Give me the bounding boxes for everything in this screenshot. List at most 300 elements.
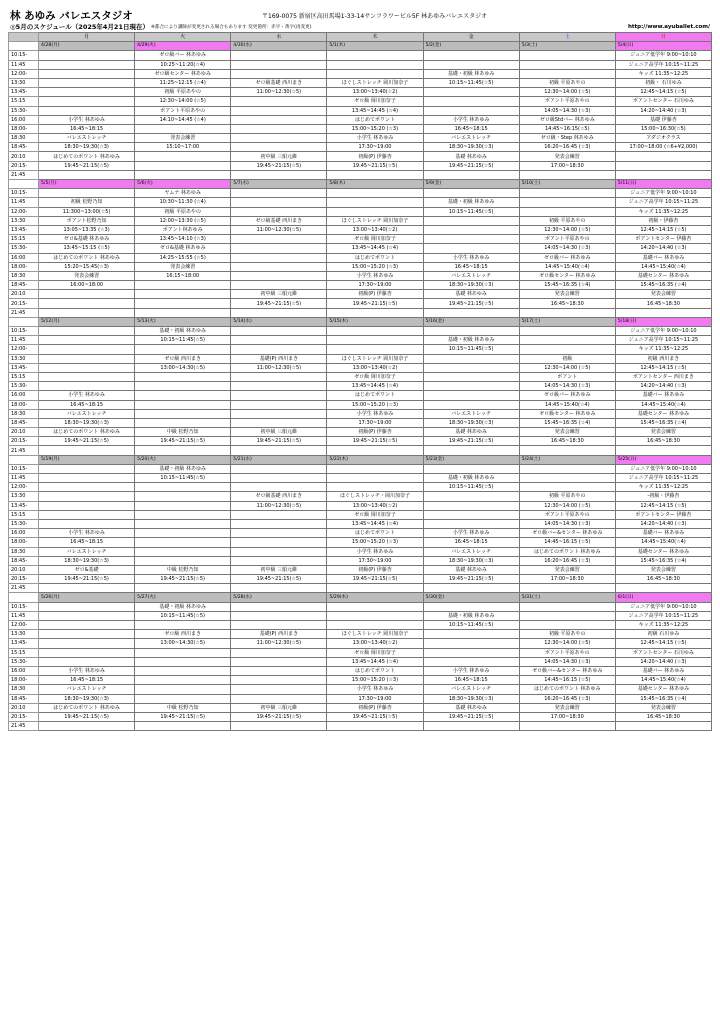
time-label: 20:15- bbox=[9, 299, 39, 308]
class-cell-fri bbox=[423, 235, 519, 244]
class-cell-sat bbox=[519, 621, 615, 630]
class-cell-tue: 発表会練習 bbox=[135, 262, 231, 271]
class-cell-fri: 10:15~11:45(☆5) bbox=[423, 621, 519, 630]
date-cell-fri: 5/2(金) bbox=[423, 42, 519, 51]
class-cell-sat: 17:00~18:30 bbox=[519, 575, 615, 584]
date-cell-thu: 5/29(木) bbox=[327, 593, 423, 602]
class-cell-sun: ポアントセンター 伊藤杏 bbox=[615, 510, 711, 519]
class-cell-sat: はじめてのポワント 林あゆみ bbox=[519, 685, 615, 694]
time-slot-row bbox=[9, 657, 712, 666]
class-cell-sat bbox=[519, 345, 615, 354]
time-label: 15:15 bbox=[9, 510, 39, 519]
date-cell-mon: 5/12(月) bbox=[39, 317, 135, 326]
class-cell-wed bbox=[231, 115, 327, 124]
class-cell-wed bbox=[231, 391, 327, 400]
time-slot-row bbox=[9, 189, 712, 198]
class-cell-sun bbox=[615, 308, 711, 317]
class-cell-thu: 15:00~15:20 (☆3) bbox=[327, 262, 423, 271]
class-cell-fri: 基礎・初級 林あゆみ bbox=[423, 198, 519, 207]
class-cell-mon: 小学生 林あゆみ bbox=[39, 115, 135, 124]
date-cell-sun: 5/18(日) bbox=[615, 317, 711, 326]
class-cell-thu bbox=[327, 336, 423, 345]
date-cell-thu: 5/22(木) bbox=[327, 455, 423, 464]
time-slot-row bbox=[9, 60, 712, 69]
class-cell-thu bbox=[327, 170, 423, 179]
class-cell-sat: 12:30~14:00 (☆5) bbox=[519, 225, 615, 234]
class-cell-thu: 小学生 林あゆみ bbox=[327, 134, 423, 143]
class-cell-fri bbox=[423, 648, 519, 657]
class-cell-tue: 11:25~12:15 (☆4) bbox=[135, 78, 231, 87]
date-cell-sun: 5/11(日) bbox=[615, 180, 711, 189]
class-cell-fri: バレエストレッチ bbox=[423, 409, 519, 418]
class-cell-tue: 初級 平原あやの bbox=[135, 88, 231, 97]
class-cell-thu: 19:45~21:15(☆5) bbox=[327, 575, 423, 584]
class-cell-fri bbox=[423, 308, 519, 317]
class-cell-tue: 13:00~14:30(☆5) bbox=[135, 639, 231, 648]
time-label: 13:45- bbox=[9, 639, 39, 648]
class-cell-fri: 18:30~19:30(☆3) bbox=[423, 143, 519, 152]
class-cell-sun: 14:45~15:40(☆4) bbox=[615, 400, 711, 409]
class-cell-mon bbox=[39, 327, 135, 336]
class-cell-thu: 初級(P) 伊藤杏 bbox=[327, 565, 423, 574]
class-cell-thu bbox=[327, 51, 423, 60]
time-label: 15:30- bbox=[9, 519, 39, 528]
date-cell-sun: 6/1(日) bbox=[615, 593, 711, 602]
time-label: 15:30- bbox=[9, 244, 39, 253]
class-cell-sat: 15:45~16:35 (☆4) bbox=[519, 418, 615, 427]
class-cell-sat bbox=[519, 446, 615, 455]
class-cell-fri: 19:45~21:15(☆5) bbox=[423, 161, 519, 170]
class-cell-tue: 12:30~14:00 (☆5) bbox=[135, 97, 231, 106]
class-cell-wed bbox=[231, 189, 327, 198]
class-cell-tue bbox=[135, 510, 231, 519]
class-cell-sun: 初級・伊藤杏 bbox=[615, 216, 711, 225]
class-cell-thu bbox=[327, 308, 423, 317]
date-cell-sat: 5/10(土) bbox=[519, 180, 615, 189]
time-label: 16:00 bbox=[9, 529, 39, 538]
class-cell-thu: 19:45~21:15(☆5) bbox=[327, 437, 423, 446]
class-cell-mon bbox=[39, 602, 135, 611]
class-cell-tue: ゼロ級バー 林あゆみ bbox=[135, 51, 231, 60]
studio-address: 〒169-0075 新宿区高田馬場1-33-14サンフラワービル5F 林あゆみバレエスタジオ bbox=[262, 13, 488, 20]
time-slot-row bbox=[9, 336, 712, 345]
date-cell-sun: 5/4(日) bbox=[615, 42, 711, 51]
class-cell-tue: 中級 松野乃知 bbox=[135, 565, 231, 574]
class-cell-tue: ゼロ級 西川まき bbox=[135, 354, 231, 363]
class-cell-wed bbox=[231, 400, 327, 409]
class-cell-sun bbox=[615, 161, 711, 170]
class-cell-sun: 基礎センター 林あゆみ bbox=[615, 685, 711, 694]
class-cell-thu: 15:00~15:20 (☆3) bbox=[327, 676, 423, 685]
class-cell-sat bbox=[519, 308, 615, 317]
class-cell-mon bbox=[39, 51, 135, 60]
class-cell-fri: 10:15~11:45(☆5) bbox=[423, 78, 519, 87]
class-cell-thu: 13:00~13:40(☆2) bbox=[327, 501, 423, 510]
time-slot-row bbox=[9, 216, 712, 225]
class-cell-fri bbox=[423, 464, 519, 473]
time-slot-row bbox=[9, 611, 712, 620]
class-cell-fri bbox=[423, 722, 519, 731]
class-cell-wed: 初中級 三船元維 bbox=[231, 428, 327, 437]
time-label: 18:30 bbox=[9, 685, 39, 694]
class-cell-sat: 16:45~18:30 bbox=[519, 437, 615, 446]
class-cell-tue: 基礎・初級 林あゆみ bbox=[135, 327, 231, 336]
class-cell-fri: 10:15~11:45(☆5) bbox=[423, 207, 519, 216]
class-cell-tue bbox=[135, 308, 231, 317]
class-cell-tue bbox=[135, 299, 231, 308]
class-cell-fri: 小学生 林あゆみ bbox=[423, 115, 519, 124]
class-cell-wed bbox=[231, 602, 327, 611]
class-cell-thu: 初級(P) 伊藤杏 bbox=[327, 152, 423, 161]
class-cell-wed bbox=[231, 474, 327, 483]
class-cell-mon bbox=[39, 519, 135, 528]
class-cell-sat: ポアント平原あやの bbox=[519, 510, 615, 519]
class-cell-tue bbox=[135, 492, 231, 501]
class-cell-tue bbox=[135, 538, 231, 547]
time-label: 15:15 bbox=[9, 372, 39, 381]
time-label: 10:15- bbox=[9, 464, 39, 473]
class-cell-tue bbox=[135, 290, 231, 299]
class-cell-wed: 11:00~12:30(☆5) bbox=[231, 639, 327, 648]
time-slot-row bbox=[9, 327, 712, 336]
class-cell-thu bbox=[327, 464, 423, 473]
time-slot-row bbox=[9, 492, 712, 501]
class-cell-tue: ポアント平原あやの bbox=[135, 106, 231, 115]
class-cell-sat bbox=[519, 327, 615, 336]
class-cell-fri: 基礎 林あゆみ bbox=[423, 565, 519, 574]
class-cell-sat: 12:30~14:00 (☆5) bbox=[519, 501, 615, 510]
class-cell-wed bbox=[231, 685, 327, 694]
class-cell-sun: 基礎センター 林あゆみ bbox=[615, 409, 711, 418]
class-cell-wed: 19:45~21:15(☆5) bbox=[231, 437, 327, 446]
class-cell-thu bbox=[327, 483, 423, 492]
time-label: 21:45 bbox=[9, 722, 39, 731]
class-cell-fri bbox=[423, 492, 519, 501]
class-cell-thu: ほぐしストレッチ 岡川加奈子 bbox=[327, 354, 423, 363]
class-cell-sun: 16:45~18:30 bbox=[615, 712, 711, 721]
class-cell-tue bbox=[135, 676, 231, 685]
class-cell-wed bbox=[231, 198, 327, 207]
class-cell-wed: 19:45~21:15(☆5) bbox=[231, 575, 327, 584]
class-cell-mon: 小学生 林あゆみ bbox=[39, 529, 135, 538]
class-cell-tue: 基礎・初級 林あゆみ bbox=[135, 464, 231, 473]
class-cell-sun: 発表会練習 bbox=[615, 428, 711, 437]
class-cell-fri bbox=[423, 216, 519, 225]
time-label: 13:45- bbox=[9, 225, 39, 234]
time-slot-row bbox=[9, 106, 712, 115]
class-cell-wed: 初中級 三船元維 bbox=[231, 703, 327, 712]
class-cell-thu bbox=[327, 446, 423, 455]
class-cell-fri: バレエストレッチ bbox=[423, 271, 519, 280]
class-cell-wed bbox=[231, 207, 327, 216]
date-cell-tue: 4/29(火) bbox=[135, 42, 231, 51]
class-cell-mon bbox=[39, 299, 135, 308]
week-corner-cell bbox=[9, 42, 39, 51]
time-label: 11:45 bbox=[9, 474, 39, 483]
class-cell-sun: アダジオクラス bbox=[615, 134, 711, 143]
class-cell-sat bbox=[519, 69, 615, 78]
class-cell-wed bbox=[231, 327, 327, 336]
time-slot-row bbox=[9, 78, 712, 87]
time-slot-row bbox=[9, 722, 712, 731]
class-cell-sun: 基礎バー 林あゆみ bbox=[615, 666, 711, 675]
class-cell-wed: 11:00~12:30(☆5) bbox=[231, 225, 327, 234]
class-cell-tue bbox=[135, 124, 231, 133]
class-cell-mon bbox=[39, 97, 135, 106]
time-label: 18:45- bbox=[9, 418, 39, 427]
class-cell-sun: 14:20~14:40 (☆3) bbox=[615, 657, 711, 666]
class-cell-tue bbox=[135, 722, 231, 731]
class-cell-wed bbox=[231, 547, 327, 556]
time-slot-row bbox=[9, 372, 712, 381]
class-cell-thu: 13:00~13:40(☆2) bbox=[327, 225, 423, 234]
time-slot-row bbox=[9, 345, 712, 354]
class-cell-wed bbox=[231, 556, 327, 565]
class-cell-thu: はじめてポワント bbox=[327, 666, 423, 675]
class-cell-fri: バレエストレッチ bbox=[423, 685, 519, 694]
class-cell-tue: 16:15~18:00 bbox=[135, 271, 231, 280]
date-cell-wed: 5/14(水) bbox=[231, 317, 327, 326]
time-label: 12:00- bbox=[9, 69, 39, 78]
class-cell-sun: 16:45~18:30 bbox=[615, 299, 711, 308]
time-label: 15:15 bbox=[9, 648, 39, 657]
time-label: 10:15- bbox=[9, 327, 39, 336]
class-cell-mon: 16:45~18:15 bbox=[39, 676, 135, 685]
time-slot-row bbox=[9, 712, 712, 721]
class-cell-thu: 15:00~15:20 (☆3) bbox=[327, 124, 423, 133]
class-cell-fri: 19:45~21:15(☆5) bbox=[423, 299, 519, 308]
class-cell-sat: ポアント平原あやの bbox=[519, 235, 615, 244]
time-slot-row bbox=[9, 97, 712, 106]
class-cell-sun: ポアントセンター 石川ゆみ bbox=[615, 97, 711, 106]
class-cell-fri: 18:30~19:30(☆3) bbox=[423, 694, 519, 703]
class-cell-fri bbox=[423, 327, 519, 336]
time-label: 18:45- bbox=[9, 143, 39, 152]
class-cell-tue: ポアント林あゆみ bbox=[135, 225, 231, 234]
class-cell-wed: 基礎(P) 西川まき bbox=[231, 354, 327, 363]
time-label: 15:30- bbox=[9, 657, 39, 666]
class-cell-sat: 16:20~16:45 (☆3) bbox=[519, 556, 615, 565]
time-slot-row bbox=[9, 639, 712, 648]
time-slot-row bbox=[9, 510, 712, 519]
time-slot-row bbox=[9, 115, 712, 124]
class-cell-mon bbox=[39, 621, 135, 630]
class-cell-sat: 14:05~14:30 (☆3) bbox=[519, 106, 615, 115]
class-cell-mon bbox=[39, 446, 135, 455]
time-label: 10:15- bbox=[9, 51, 39, 60]
class-cell-tue: 12:00~13:30 (☆5) bbox=[135, 216, 231, 225]
time-slot-row bbox=[9, 299, 712, 308]
class-cell-fri: 19:45~21:15(☆5) bbox=[423, 575, 519, 584]
class-cell-tue bbox=[135, 584, 231, 593]
class-cell-sat bbox=[519, 602, 615, 611]
class-cell-sun: -初級・伊藤杏 bbox=[615, 492, 711, 501]
class-cell-mon: 19:45~21:15(☆5) bbox=[39, 712, 135, 721]
time-label: 13:45- bbox=[9, 501, 39, 510]
class-cell-fri bbox=[423, 584, 519, 593]
date-cell-sat: 5/31(土) bbox=[519, 593, 615, 602]
time-label: 21:45 bbox=[9, 584, 39, 593]
class-cell-tue: 10:15~11:45(☆5) bbox=[135, 336, 231, 345]
class-cell-fri: 16:45~18:15 bbox=[423, 538, 519, 547]
class-cell-sun: 12:45~14:15 (☆5) bbox=[615, 88, 711, 97]
time-slot-row bbox=[9, 676, 712, 685]
date-cell-wed: 4/30(水) bbox=[231, 42, 327, 51]
class-cell-wed bbox=[231, 281, 327, 290]
time-slot-row bbox=[9, 602, 712, 611]
class-cell-mon: はじめてのポワント 林あゆみ bbox=[39, 152, 135, 161]
time-label: 13:30 bbox=[9, 78, 39, 87]
time-slot-row bbox=[9, 391, 712, 400]
class-cell-tue: 発表会練習 bbox=[135, 134, 231, 143]
class-cell-mon bbox=[39, 492, 135, 501]
time-slot-row bbox=[9, 308, 712, 317]
class-cell-wed bbox=[231, 124, 327, 133]
date-cell-sun: 5/25(日) bbox=[615, 455, 711, 464]
class-cell-wed bbox=[231, 170, 327, 179]
time-slot-row bbox=[9, 437, 712, 446]
class-cell-thu: 小学生 林あゆみ bbox=[327, 685, 423, 694]
class-cell-fri: 10:15~11:45(☆5) bbox=[423, 483, 519, 492]
class-cell-mon: 初級 松野乃知 bbox=[39, 198, 135, 207]
day-name-sun: 日 bbox=[615, 33, 711, 42]
class-cell-tue: 10:30~11:30 (☆4) bbox=[135, 198, 231, 207]
class-cell-sun: 14:45~15:40(☆4) bbox=[615, 262, 711, 271]
time-label: 11:45 bbox=[9, 336, 39, 345]
class-cell-sat: ポアント bbox=[519, 372, 615, 381]
class-cell-thu: はじめてポワント bbox=[327, 391, 423, 400]
date-cell-tue: 5/20(火) bbox=[135, 455, 231, 464]
class-cell-wed bbox=[231, 611, 327, 620]
class-cell-sun: 基礎バー 林あゆみ bbox=[615, 529, 711, 538]
class-cell-sat: 発表会練習 bbox=[519, 290, 615, 299]
class-cell-wed: 初中級 三船元維 bbox=[231, 152, 327, 161]
class-cell-wed bbox=[231, 694, 327, 703]
class-cell-sun: 17:00~18:00 (☆6+¥2,000) bbox=[615, 143, 711, 152]
class-cell-thu bbox=[327, 584, 423, 593]
class-cell-sat: 12:30~14:00 (☆5) bbox=[519, 88, 615, 97]
class-cell-mon: 発表会練習 bbox=[39, 271, 135, 280]
class-cell-mon bbox=[39, 483, 135, 492]
class-cell-mon bbox=[39, 722, 135, 731]
class-cell-sat: ゼロ級センター 林あゆみ bbox=[519, 271, 615, 280]
class-cell-sun: 14:45~15:40(☆4) bbox=[615, 538, 711, 547]
date-cell-mon: 5/26(月) bbox=[39, 593, 135, 602]
class-cell-wed bbox=[231, 538, 327, 547]
time-slot-row bbox=[9, 575, 712, 584]
class-cell-sun: ジュニア低学年 9:00~10:10 bbox=[615, 602, 711, 611]
time-slot-row bbox=[9, 464, 712, 473]
class-cell-mon bbox=[39, 657, 135, 666]
time-label: 13:30 bbox=[9, 492, 39, 501]
class-cell-fri bbox=[423, 372, 519, 381]
class-cell-sun: ジュニア高学年 10:15~11:25 bbox=[615, 60, 711, 69]
class-cell-sat bbox=[519, 198, 615, 207]
class-cell-mon: 小学生 林あゆみ bbox=[39, 666, 135, 675]
class-cell-mon: 19:45~21:15(☆5) bbox=[39, 161, 135, 170]
time-slot-row bbox=[9, 281, 712, 290]
date-cell-sat: 5/3(土) bbox=[519, 42, 615, 51]
time-label: 13:30 bbox=[9, 630, 39, 639]
time-slot-row bbox=[9, 428, 712, 437]
class-cell-thu bbox=[327, 69, 423, 78]
class-cell-tue bbox=[135, 685, 231, 694]
time-label: 20:10 bbox=[9, 703, 39, 712]
class-cell-tue bbox=[135, 409, 231, 418]
date-cell-sat: 5/17(土) bbox=[519, 317, 615, 326]
class-cell-tue: ヤムナ 林あゆみ bbox=[135, 189, 231, 198]
time-slot-row bbox=[9, 483, 712, 492]
class-cell-fri: 18:30~19:30(☆3) bbox=[423, 281, 519, 290]
class-cell-wed bbox=[231, 648, 327, 657]
class-cell-mon: ゼロ&基礎 林あゆみ bbox=[39, 235, 135, 244]
class-cell-mon bbox=[39, 584, 135, 593]
class-cell-thu bbox=[327, 327, 423, 336]
date-cell-fri: 5/23(金) bbox=[423, 455, 519, 464]
class-cell-fri bbox=[423, 382, 519, 391]
class-cell-mon: 小学生 林あゆみ bbox=[39, 391, 135, 400]
class-cell-sun: キッズ 11:35~12:25 bbox=[615, 483, 711, 492]
class-cell-mon: バレエストレッチ bbox=[39, 685, 135, 694]
class-cell-sun: ジュニア高学年 10:15~11:25 bbox=[615, 474, 711, 483]
time-slot-row bbox=[9, 648, 712, 657]
week-corner-cell bbox=[9, 455, 39, 464]
class-cell-tue bbox=[135, 382, 231, 391]
class-cell-tue: 15:10~17:00 bbox=[135, 143, 231, 152]
class-cell-thu: 15:00~15:20 (☆3) bbox=[327, 538, 423, 547]
class-cell-fri bbox=[423, 657, 519, 666]
class-cell-wed: 11:00~12:30(☆5) bbox=[231, 363, 327, 372]
class-cell-wed bbox=[231, 382, 327, 391]
class-cell-sun: 15:00~16:30(☆5) bbox=[615, 124, 711, 133]
class-cell-sun: 14:45~15:40(☆4) bbox=[615, 676, 711, 685]
date-cell-mon: 5/5(月) bbox=[39, 180, 135, 189]
studio-url[interactable]: http://www.ayuballet.com/ bbox=[628, 24, 710, 30]
time-slot-row bbox=[9, 666, 712, 675]
class-cell-tue: 19:45~21:15(☆5) bbox=[135, 437, 231, 446]
class-cell-tue bbox=[135, 657, 231, 666]
time-slot-row bbox=[9, 290, 712, 299]
class-cell-thu: 小学生 林あゆみ bbox=[327, 271, 423, 280]
class-cell-thu: はじめてポワント bbox=[327, 529, 423, 538]
time-label: 15:30- bbox=[9, 382, 39, 391]
class-cell-tue: ゼロ級センター 林あゆみ bbox=[135, 69, 231, 78]
class-cell-mon bbox=[39, 189, 135, 198]
class-cell-fri: 小学生 林あゆみ bbox=[423, 666, 519, 675]
time-slot-row bbox=[9, 143, 712, 152]
time-slot-row bbox=[9, 170, 712, 179]
class-cell-wed: 初中級 三船元維 bbox=[231, 290, 327, 299]
time-label: 12:00- bbox=[9, 345, 39, 354]
class-cell-fri bbox=[423, 106, 519, 115]
class-cell-sun: 14:20~14:40 (☆3) bbox=[615, 382, 711, 391]
week-corner-cell bbox=[9, 180, 39, 189]
class-cell-sun: 14:20~14:40 (☆3) bbox=[615, 244, 711, 253]
time-label: 18:30 bbox=[9, 409, 39, 418]
time-slot-row bbox=[9, 519, 712, 528]
time-label: 13:45- bbox=[9, 363, 39, 372]
class-cell-tue: 14:10~14:45 (☆4) bbox=[135, 115, 231, 124]
class-cell-sun: キッズ 11:35~12:25 bbox=[615, 345, 711, 354]
class-cell-mon: 18:30~19:30(☆3) bbox=[39, 694, 135, 703]
class-cell-wed bbox=[231, 308, 327, 317]
class-cell-sat: 16:20~16:45 (☆3) bbox=[519, 143, 615, 152]
class-cell-sun: 基礎バー 林あゆみ bbox=[615, 253, 711, 262]
time-label: 18:45- bbox=[9, 694, 39, 703]
class-cell-mon bbox=[39, 290, 135, 299]
class-cell-fri bbox=[423, 189, 519, 198]
class-cell-fri: 10:15~11:45(☆5) bbox=[423, 345, 519, 354]
